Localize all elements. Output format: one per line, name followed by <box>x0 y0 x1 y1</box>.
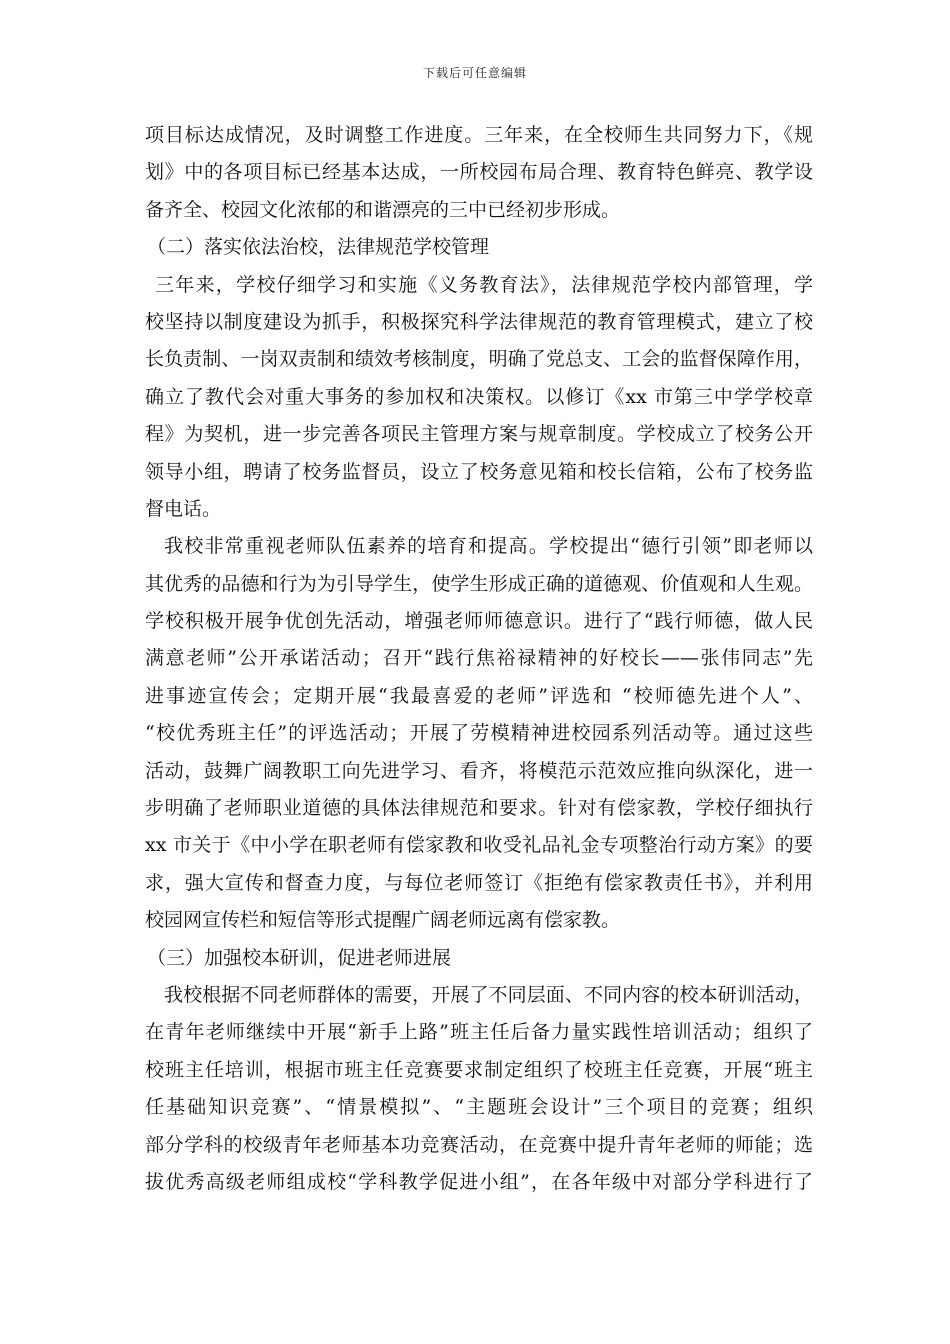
text-line: “校优秀班主任”的评选活动；开展了劳模精神进校园系列活动等。通过这些 <box>145 722 813 745</box>
text-line: 领导小组，聘请了校务监督员，设立了校务意见箱和校长信箱，公布了校务监 <box>145 460 813 483</box>
text-line: 校班主任培训，根据市班主任竞赛要求制定组织了校班主任竞赛，开展“班主 <box>145 1058 813 1081</box>
document-body <box>145 117 813 1201</box>
text-line: 我校非常重视老师队伍素养的培育和提高。学校提出“德行引领”即老师以 <box>164 535 813 558</box>
text-line: 活动，鼓舞广阔教职工向先进学习、看齐，将模范示范效应推向纵深化，进一 <box>145 759 813 782</box>
text-line: 满意老师”公开承诺活动；召开“践行焦裕禄精神的好校长——张伟同志”先 <box>145 647 813 670</box>
text-line: 步明确了老师职业道德的具体法律规范和要求。针对有偿家教，学校仔细执行 <box>145 797 813 820</box>
text-line: 拔优秀高级老师组成校“学科教学促进小组”，在各年级中对部分学科进行了 <box>145 1170 813 1193</box>
text-line: 校园网宣传栏和短信等形式提醒广阔老师远离有偿家教。 <box>145 909 621 932</box>
text-line: 项目标达成情况，及时调整工作进度。三年来，在全校师生共同努力下，《规 <box>145 124 813 146</box>
text-line: 我校根据不同老师群体的需要，开展了不同层面、不同内容的校本研训活动， <box>164 983 813 1006</box>
text-line: 校坚持以制度建设为抓手，积极探究科学法律规范的教育管理模式，建立了校 <box>145 310 813 333</box>
text-line: 三年来，学校仔细学习和实施《义务教育法》，法律规范学校内部管理，学 <box>155 273 813 296</box>
text-line: 求，强大宣传和督查力度，与每位老师签订《拒绝有偿家教责任书》，并利用 <box>145 871 813 894</box>
text-line: 部分学科的校级青年老师基本功竞赛活动，在竞赛中提升青年老师的师能；选 <box>145 1133 813 1156</box>
text-line: 备齐全、校园文化浓郁的和谐漂亮的三中已经初步形成。 <box>145 198 621 221</box>
section-heading: （二）落实依法治校，法律规范学校管理 <box>147 236 490 259</box>
page-header: 下载后可任意编辑 <box>422 66 527 80</box>
text-line: 督电话。 <box>145 497 222 520</box>
text-line: 学校积极开展争优创先活动，增强老师师德意识。进行了“践行师德，做人民 <box>145 610 813 633</box>
text-line: 确立了教代会对重大事务的参加权和决策权。以修订《xx 市第三中学学校章 <box>145 385 813 408</box>
text-line: 进事迹宣传会；定期开展“我最喜爱的老师”评选和 “校师德先进个人”、 <box>145 684 813 707</box>
text-line: 划》中的各项目标已经基本达成，一所校园布局合理、教育特色鲜亮、教学设 <box>145 161 813 184</box>
text-line: 在青年老师继续中开展“新手上路”班主任后备力量实践性培训活动；组织了 <box>145 1021 813 1044</box>
text-line: xx 市关于《中小学在职老师有偿家教和收受礼品礼金专项整治行动方案》的要 <box>145 834 813 857</box>
text-line: 任基础知识竞赛”、“情景模拟”、“主题班会设计”三个项目的竞赛；组织 <box>145 1096 813 1119</box>
text-line: 程》为契机，进一步完善各项民主管理方案与规章制度。学校成立了校务公开 <box>145 423 813 446</box>
text-line: 长负责制、一岗双责制和绩效考核制度，明确了党总支、工会的监督保障作用， <box>145 348 813 371</box>
section-heading: （三）加强校本研训，促进老师进展 <box>147 946 452 969</box>
text-line: 其优秀的品德和行为为引导学生，使学生形成正确的道德观、价值观和人生观。 <box>145 572 813 595</box>
